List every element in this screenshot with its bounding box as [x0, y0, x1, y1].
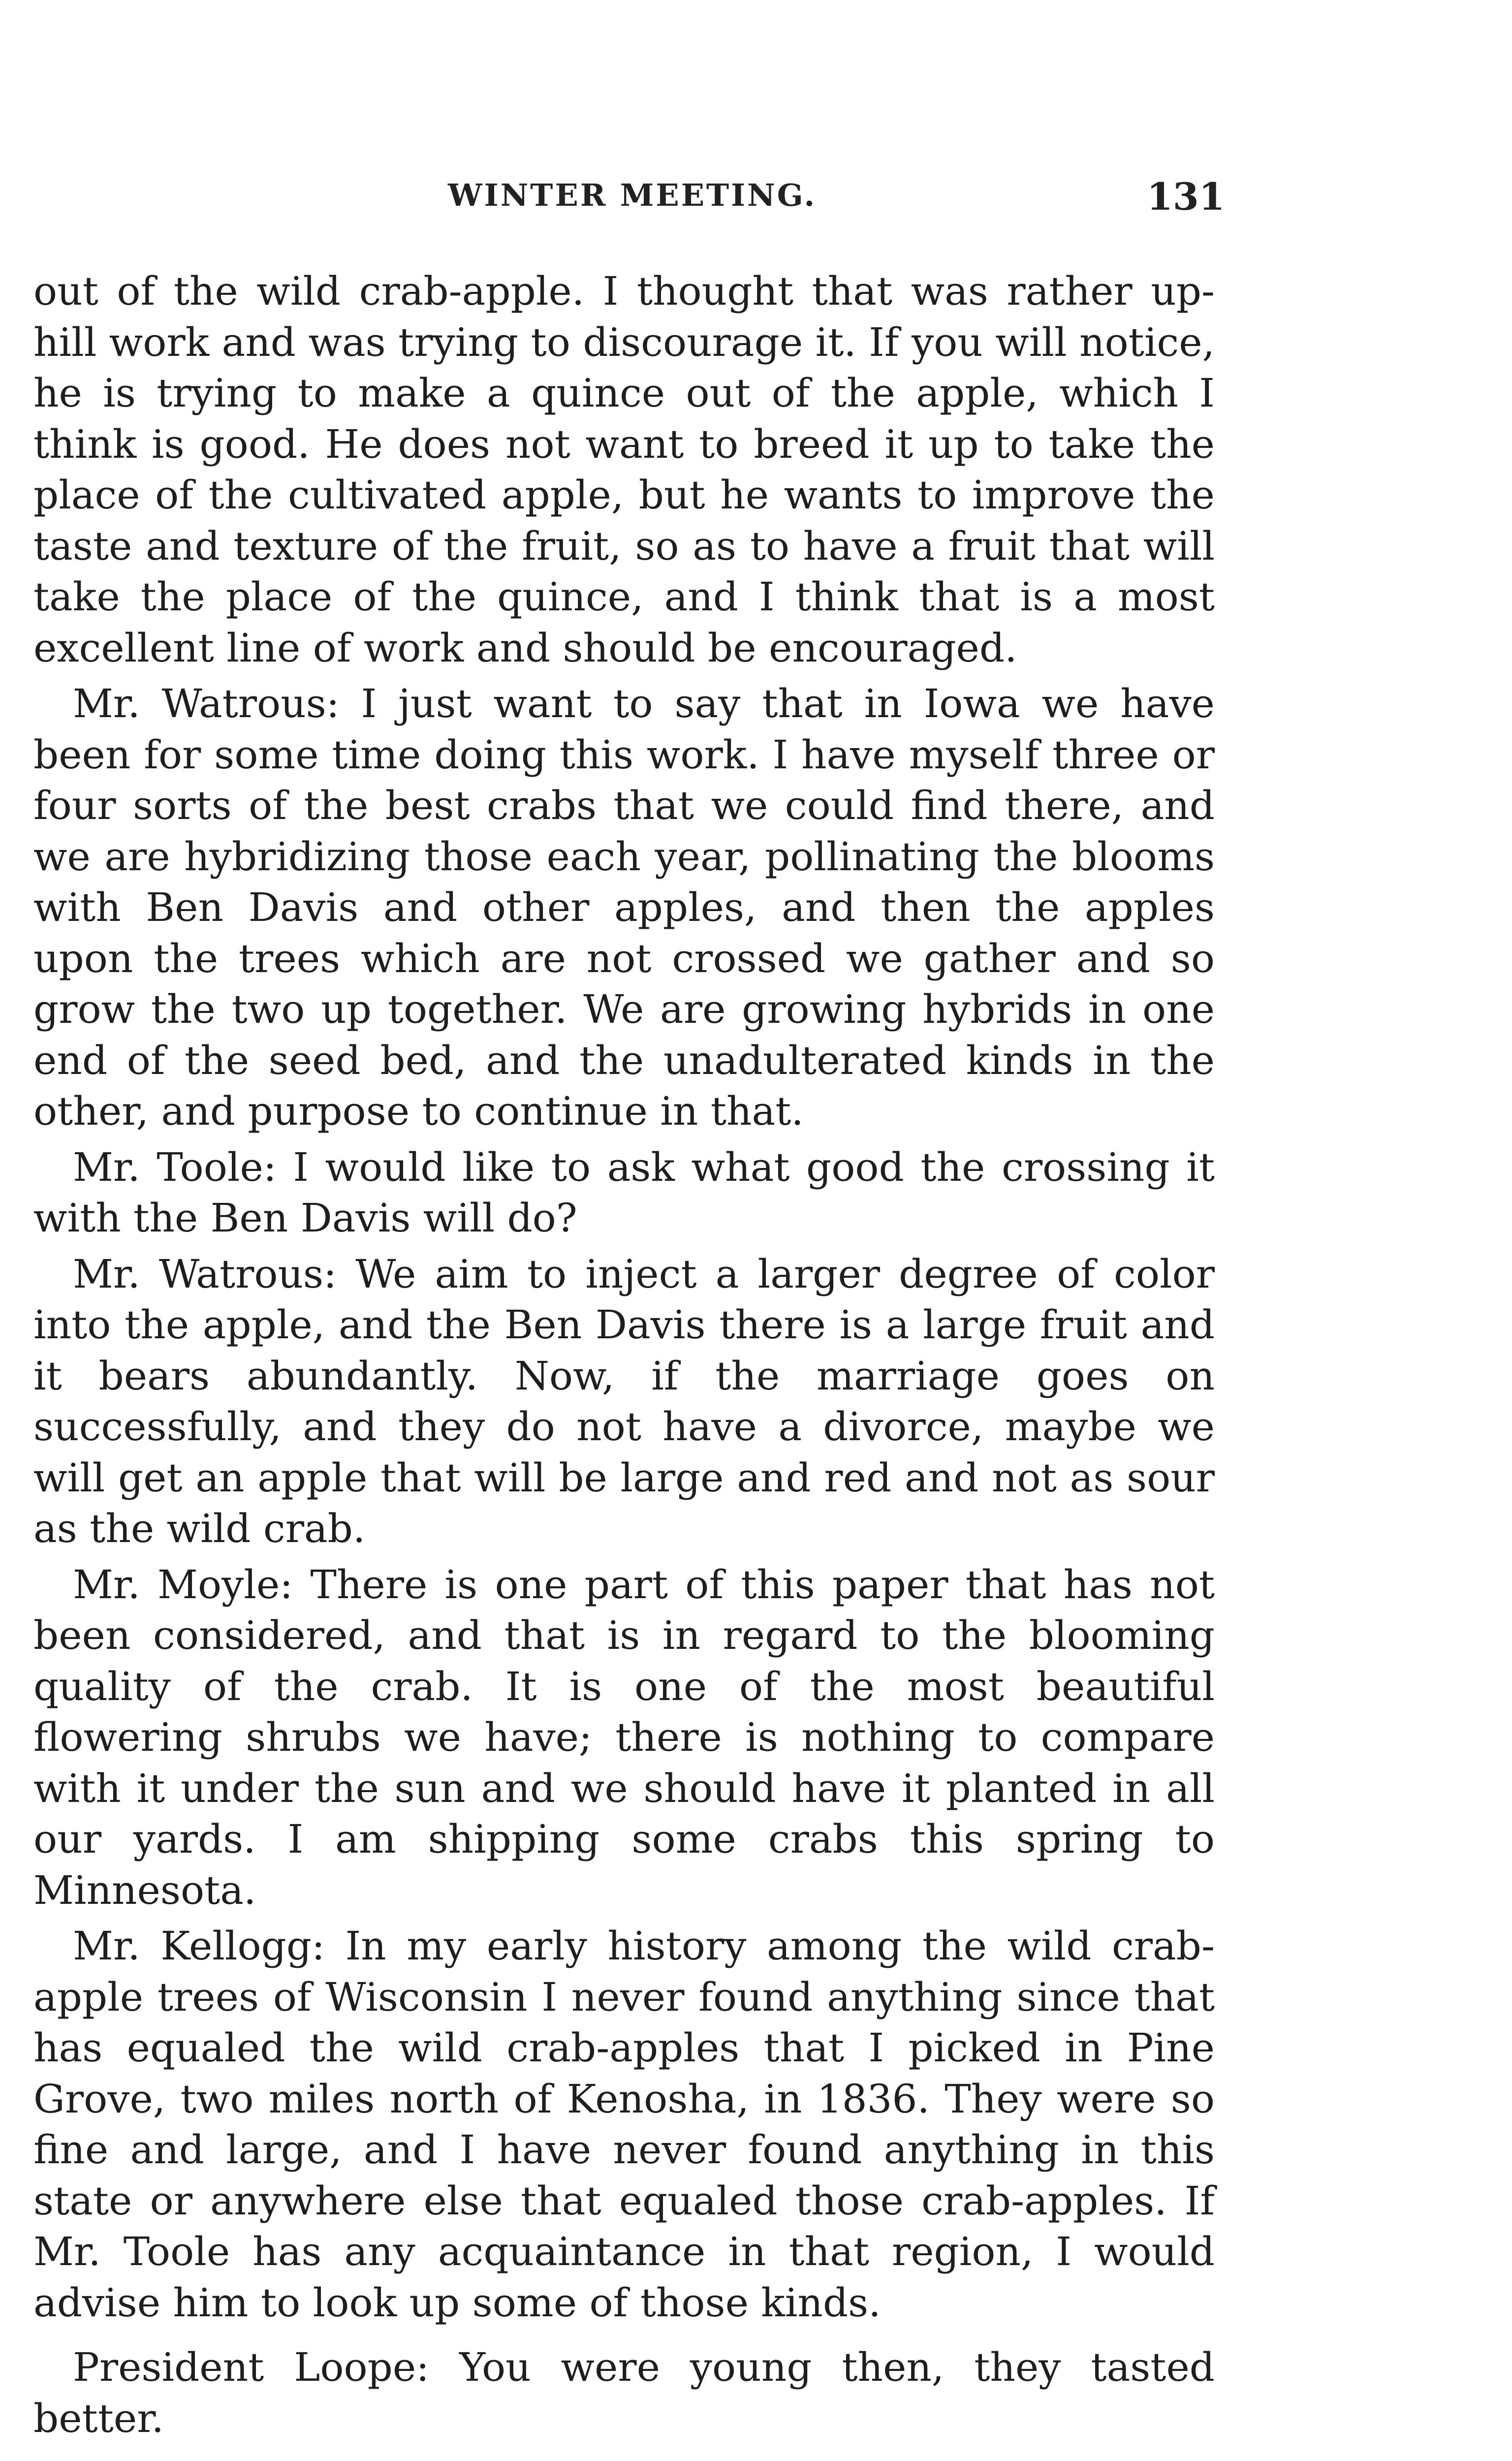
paragraph-text: We aim to inject a larger degree of color into the apple, and the Ben Davis there is a large fruit and it bears abundantly. Now, if the marriage goes on successfully, and they do not have a divorce, maybe we will get an apple that will be large and red and not as sour as the wild crab.: [33, 1251, 1215, 1551]
paragraph-watrous-1: [33, 678, 1215, 1137]
speaker-name: Mr. Kellogg:: [73, 1923, 325, 1969]
speaker-name: Mr. Watrous:: [73, 1251, 337, 1297]
running-header: WINTER MEETING.: [448, 177, 817, 213]
paragraph-toole: [33, 1142, 1215, 1244]
speaker-name: Mr. Toole:: [73, 1144, 277, 1190]
speaker-name: President Loope:: [73, 2344, 430, 2390]
paragraph-text: You were young then, they tasted better.: [33, 2344, 1215, 2441]
paragraph-text: out of the wild crab-apple. I thought that was rather up-hill work and was trying to discourage it. If you will notice, he is trying to make a quince out of the apple, which I think is good. He does not want to breed it up to take the place of the cultivated apple, but he wants to improve the taste and texture of the fruit, so as to have a fruit that will take the place of the quince, and I think that is a most excellent line of work and should be encouraged.: [33, 268, 1215, 671]
paragraph-text: In my early history among the wild crab-apple trees of Wisconsin I never found anything since that has equaled the wild crab-apples that I picked in Pine Grove, two miles north of Kenosha, in 1836. They were so fine and large, and I have never found anything in this state or anywhere else that equaled those crab-apples. If Mr. Toole has any acquaintance in that region, I would advise him to look up some of those kinds.: [33, 1923, 1215, 2326]
paragraph-continuation: [33, 266, 1215, 673]
body-text: [33, 266, 1215, 2444]
paragraph-text: I would like to ask what good the crossing it with the Ben Davis will do?: [33, 1144, 1215, 1241]
page-number: 131: [1147, 175, 1225, 219]
paragraph-moyle: [33, 1559, 1215, 1916]
paragraph-loope: [33, 2342, 1215, 2444]
speaker-name: Mr. Watrous:: [73, 681, 340, 726]
speaker-name: Mr. Moyle:: [73, 1561, 293, 1608]
paragraph-text: There is one part of this paper that has not been considered, and that is in regard to the blooming quality of the crab. It is one of the most beautiful flowering shrubs we have; there is nothing to compare with it under the sun and we should have it planted in all our yards. I am shipping some crabs this spring to Minnesota.: [33, 1561, 1215, 1913]
paragraph-kellogg: [33, 1921, 1215, 2328]
paragraph-watrous-2: [33, 1249, 1215, 1554]
paragraph-text: I just want to say that in Iowa we have been for some time doing this work. I have myself three or four sorts of the best crabs that we could find there, and we are hybridizing those each year, pollinating the blooms with Ben Davis and other apples, and then the apples upon the trees which are not crossed we gather and so grow the two up together. We are growing hybrids in one end of the seed bed, and the unadulterated kinds in the other, and purpose to continue in that.: [33, 681, 1215, 1134]
